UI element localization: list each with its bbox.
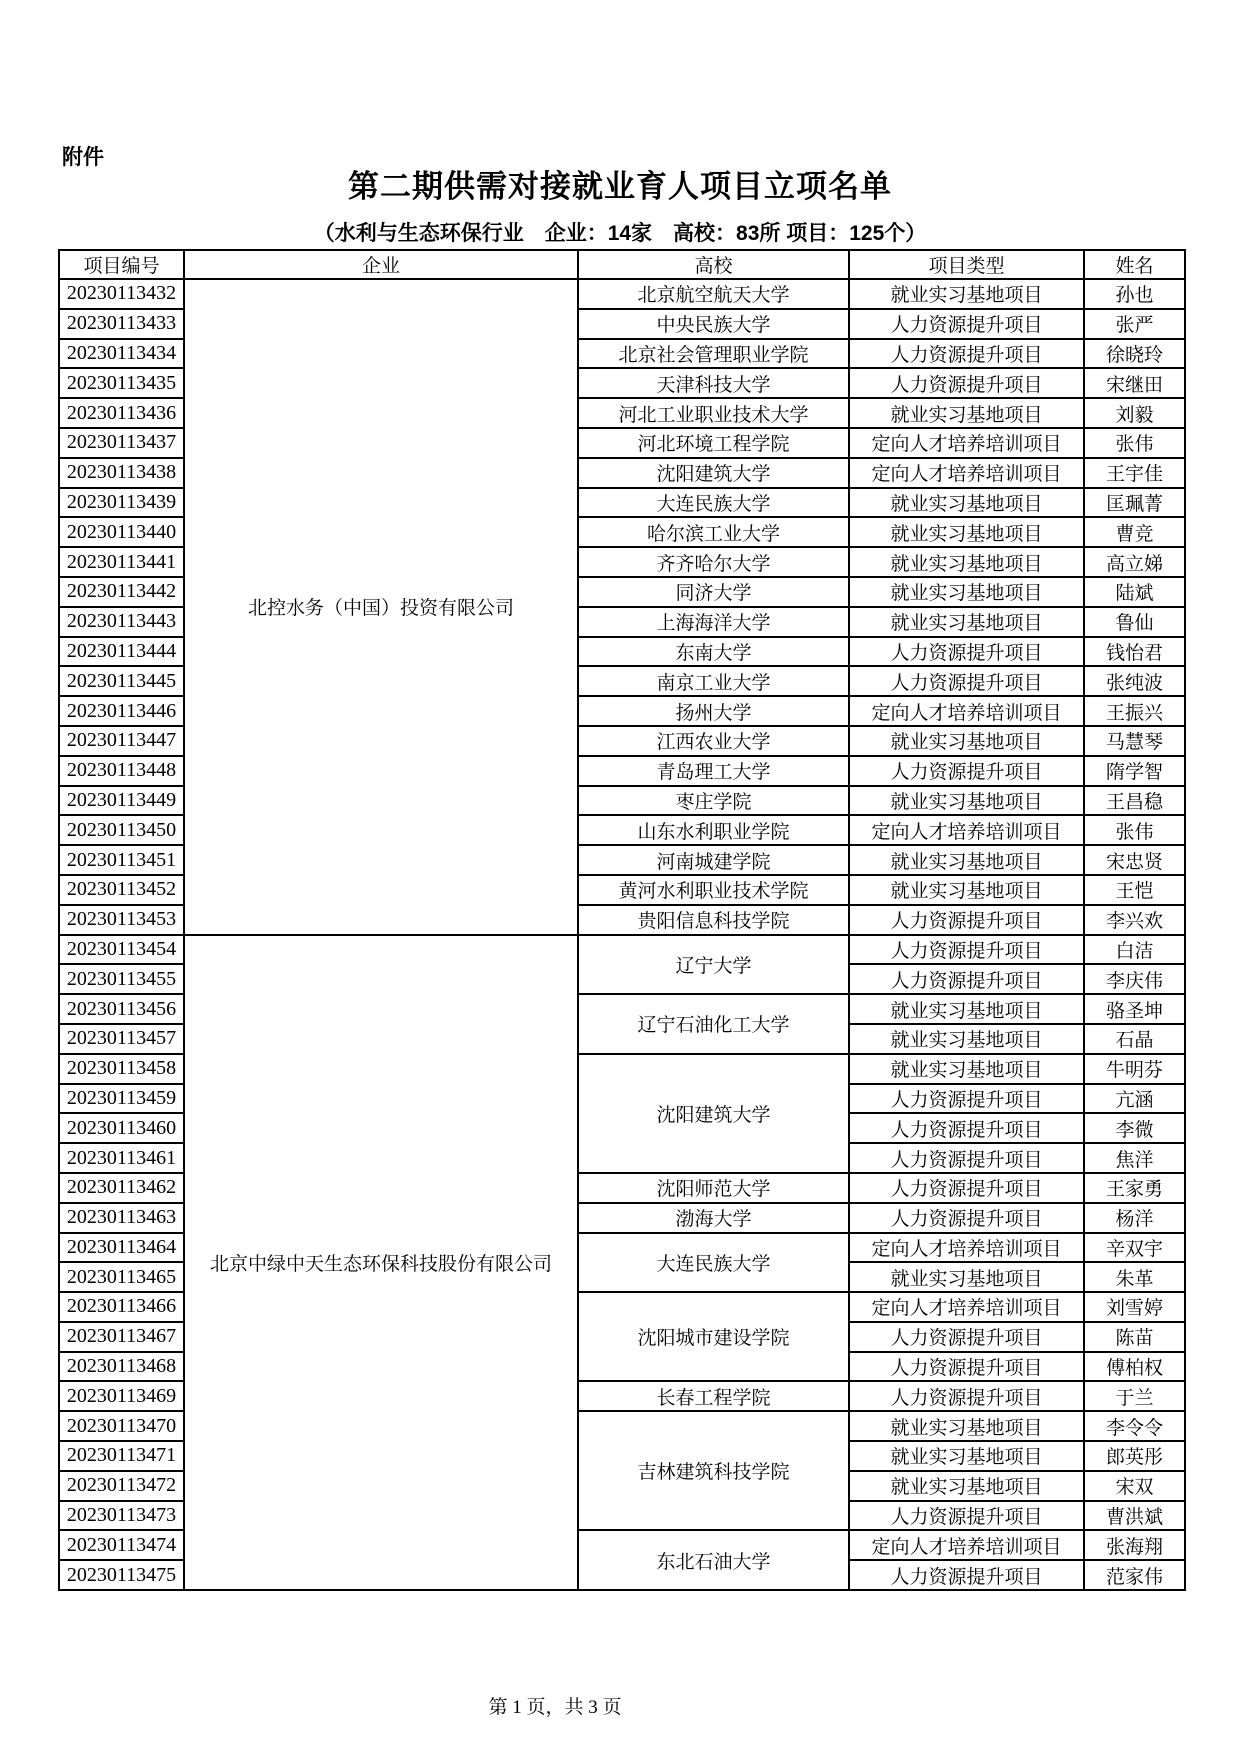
name-cell: 王宇佳 [1084, 458, 1185, 488]
project-type-cell: 定向人才培养培训项目 [849, 428, 1084, 458]
project-id-cell: 20230113445 [59, 666, 184, 696]
project-type-cell: 人力资源提升项目 [849, 1084, 1084, 1114]
project-type-cell: 定向人才培养培训项目 [849, 1292, 1084, 1322]
project-id-cell: 20230113467 [59, 1322, 184, 1352]
project-type-cell: 人力资源提升项目 [849, 964, 1084, 994]
name-cell: 杨洋 [1084, 1203, 1185, 1233]
school-cell: 天津科技大学 [578, 368, 849, 398]
name-cell: 石晶 [1084, 1024, 1185, 1054]
project-type-cell: 人力资源提升项目 [849, 637, 1084, 667]
school-cell: 枣庄学院 [578, 786, 849, 816]
name-cell: 王振兴 [1084, 696, 1185, 726]
name-cell: 李庆伟 [1084, 964, 1185, 994]
project-type-cell: 人力资源提升项目 [849, 368, 1084, 398]
school-cell: 山东水利职业学院 [578, 815, 849, 845]
project-type-cell: 人力资源提升项目 [849, 1113, 1084, 1143]
name-cell: 郎英彤 [1084, 1441, 1185, 1471]
project-type-cell: 就业实习基地项目 [849, 1262, 1084, 1292]
school-cell: 河北工业职业技术大学 [578, 398, 849, 428]
school-cell: 上海海洋大学 [578, 607, 849, 637]
project-type-cell: 人力资源提升项目 [849, 1352, 1084, 1382]
name-cell: 陈苗 [1084, 1322, 1185, 1352]
project-type-cell: 人力资源提升项目 [849, 309, 1084, 339]
company-header: 企业 [184, 250, 578, 279]
project-table-header [59, 250, 1185, 279]
name-cell: 王恺 [1084, 875, 1185, 905]
name-cell: 李令令 [1084, 1411, 1185, 1441]
project-type-cell: 就业实习基地项目 [849, 577, 1084, 607]
project-id-cell: 20230113453 [59, 905, 184, 935]
page-subtitle: （水利与生态环保行业 企业：14家 高校：83所 项目：125个） [313, 222, 927, 245]
project-type-cell: 就业实习基地项目 [849, 547, 1084, 577]
project-id-cell: 20230113435 [59, 368, 184, 398]
project-type-cell: 人力资源提升项目 [849, 666, 1084, 696]
project-type-cell: 就业实习基地项目 [849, 1471, 1084, 1501]
project-id-cell: 20230113472 [59, 1471, 184, 1501]
page-title: 第二期供需对接就业育人项目立项名单 [348, 169, 892, 204]
table-row [59, 935, 1185, 965]
name-cell: 辛双宇 [1084, 1233, 1185, 1263]
project-id-cell: 20230113441 [59, 547, 184, 577]
project-type-cell: 人力资源提升项目 [849, 1143, 1084, 1173]
project-id-cell: 20230113475 [59, 1560, 184, 1590]
project-id-cell: 20230113469 [59, 1381, 184, 1411]
project-type-cell: 就业实习基地项目 [849, 517, 1084, 547]
project-id-cell: 20230113437 [59, 428, 184, 458]
project-id-cell: 20230113449 [59, 786, 184, 816]
project-id-cell: 20230113452 [59, 875, 184, 905]
school-cell: 北京航空航天大学 [578, 279, 849, 309]
project-id-cell: 20230113462 [59, 1173, 184, 1203]
school-cell: 东北石油大学 [578, 1530, 849, 1590]
project-id-cell: 20230113432 [59, 279, 184, 309]
name-cell: 傅柏权 [1084, 1352, 1185, 1382]
project-type-cell: 就业实习基地项目 [849, 875, 1084, 905]
school-cell: 北京社会管理职业学院 [578, 339, 849, 369]
project-type-cell: 人力资源提升项目 [849, 1381, 1084, 1411]
project-id-cell: 20230113466 [59, 1292, 184, 1322]
project-type-cell: 人力资源提升项目 [849, 905, 1084, 935]
table-row [59, 279, 1185, 309]
project-type-cell: 就业实习基地项目 [849, 726, 1084, 756]
project-id-cell: 20230113474 [59, 1530, 184, 1560]
project-type-cell: 人力资源提升项目 [849, 1322, 1084, 1352]
project-type-cell: 就业实习基地项目 [849, 607, 1084, 637]
project-id-cell: 20230113448 [59, 756, 184, 786]
project-type-cell: 就业实习基地项目 [849, 1441, 1084, 1471]
project-id-cell: 20230113464 [59, 1233, 184, 1263]
school-cell: 南京工业大学 [578, 666, 849, 696]
name-cell: 曹洪斌 [1084, 1501, 1185, 1531]
project-id-cell: 20230113463 [59, 1203, 184, 1233]
name-cell: 白洁 [1084, 935, 1185, 965]
project-type-cell: 就业实习基地项目 [849, 1024, 1084, 1054]
project-type-cell: 人力资源提升项目 [849, 1173, 1084, 1203]
project-id-cell: 20230113471 [59, 1441, 184, 1471]
company-cell: 北控水务（中国）投资有限公司 [184, 279, 578, 935]
project-type-cell: 就业实习基地项目 [849, 1054, 1084, 1084]
project-table [58, 249, 1186, 1591]
name-cell: 张伟 [1084, 428, 1185, 458]
project-type-cell: 定向人才培养培训项目 [849, 696, 1084, 726]
attachment-label: 附件 [62, 146, 104, 169]
name-cell: 高立娣 [1084, 547, 1185, 577]
name-cell: 徐晓玲 [1084, 339, 1185, 369]
school-cell: 长春工程学院 [578, 1381, 849, 1411]
school-cell: 中央民族大学 [578, 309, 849, 339]
school-cell: 扬州大学 [578, 696, 849, 726]
name-cell: 朱革 [1084, 1262, 1185, 1292]
school-cell: 河北环境工程学院 [578, 428, 849, 458]
name-cell: 宋双 [1084, 1471, 1185, 1501]
school-cell: 沈阳师范大学 [578, 1173, 849, 1203]
project-id-cell: 20230113447 [59, 726, 184, 756]
project-type-cell: 就业实习基地项目 [849, 1411, 1084, 1441]
project-id-cell: 20230113440 [59, 517, 184, 547]
name-cell: 张严 [1084, 309, 1185, 339]
name-cell: 李微 [1084, 1113, 1185, 1143]
name-cell: 孙也 [1084, 279, 1185, 309]
project-id-cell: 20230113446 [59, 696, 184, 726]
school-cell: 东南大学 [578, 637, 849, 667]
page-number-footer: 第 1 页，共 3 页 [488, 1697, 622, 1718]
school-cell: 同济大学 [578, 577, 849, 607]
name-cell: 张纯波 [1084, 666, 1185, 696]
school-cell: 大连民族大学 [578, 1233, 849, 1293]
project-id-cell: 20230113465 [59, 1262, 184, 1292]
name-cell: 王家勇 [1084, 1173, 1185, 1203]
project-id-cell: 20230113438 [59, 458, 184, 488]
project-id-cell: 20230113468 [59, 1352, 184, 1382]
name-cell: 刘雪婷 [1084, 1292, 1185, 1322]
project-type-cell: 就业实习基地项目 [849, 845, 1084, 875]
name-cell: 曹竞 [1084, 517, 1185, 547]
project-type-cell: 人力资源提升项目 [849, 1501, 1084, 1531]
project-type-cell: 就业实习基地项目 [849, 279, 1084, 309]
school-cell: 河南城建学院 [578, 845, 849, 875]
company-cell: 北京中绿中天生态环保科技股份有限公司 [184, 935, 578, 1591]
project-id-header: 项目编号 [59, 250, 184, 279]
name-cell: 宋继田 [1084, 368, 1185, 398]
project-type-cell: 定向人才培养培训项目 [849, 458, 1084, 488]
project-id-cell: 20230113451 [59, 845, 184, 875]
header-row [59, 250, 1185, 279]
school-cell: 沈阳建筑大学 [578, 458, 849, 488]
project-id-cell: 20230113454 [59, 935, 184, 965]
project-type-header: 项目类型 [849, 250, 1084, 279]
name-cell: 宋忠贤 [1084, 845, 1185, 875]
name-cell: 于兰 [1084, 1381, 1185, 1411]
project-type-cell: 人力资源提升项目 [849, 339, 1084, 369]
name-cell: 刘毅 [1084, 398, 1185, 428]
school-cell: 沈阳建筑大学 [578, 1054, 849, 1173]
project-id-cell: 20230113458 [59, 1054, 184, 1084]
project-id-cell: 20230113459 [59, 1084, 184, 1114]
project-id-cell: 20230113444 [59, 637, 184, 667]
name-cell: 焦洋 [1084, 1143, 1185, 1173]
name-cell: 张海翔 [1084, 1530, 1185, 1560]
school-cell: 青岛理工大学 [578, 756, 849, 786]
project-id-cell: 20230113457 [59, 1024, 184, 1054]
name-cell: 匡珮菁 [1084, 488, 1185, 518]
name-cell: 牛明芬 [1084, 1054, 1185, 1084]
project-type-cell: 定向人才培养培训项目 [849, 1530, 1084, 1560]
project-id-cell: 20230113473 [59, 1501, 184, 1531]
school-cell: 哈尔滨工业大学 [578, 517, 849, 547]
project-id-cell: 20230113442 [59, 577, 184, 607]
school-header: 高校 [578, 250, 849, 279]
project-type-cell: 定向人才培养培训项目 [849, 815, 1084, 845]
project-type-cell: 就业实习基地项目 [849, 488, 1084, 518]
name-cell: 张伟 [1084, 815, 1185, 845]
project-id-cell: 20230113434 [59, 339, 184, 369]
project-table-body [59, 279, 1185, 1590]
project-type-cell: 就业实习基地项目 [849, 994, 1084, 1024]
project-id-cell: 20230113443 [59, 607, 184, 637]
project-id-cell: 20230113460 [59, 1113, 184, 1143]
name-header: 姓名 [1084, 250, 1185, 279]
name-cell: 王昌稳 [1084, 786, 1185, 816]
school-cell: 沈阳城市建设学院 [578, 1292, 849, 1381]
project-type-cell: 定向人才培养培训项目 [849, 1233, 1084, 1263]
project-id-cell: 20230113456 [59, 994, 184, 1024]
name-cell: 李兴欢 [1084, 905, 1185, 935]
project-id-cell: 20230113455 [59, 964, 184, 994]
project-type-cell: 就业实习基地项目 [849, 398, 1084, 428]
project-id-cell: 20230113461 [59, 1143, 184, 1173]
name-cell: 马慧琴 [1084, 726, 1185, 756]
school-cell: 齐齐哈尔大学 [578, 547, 849, 577]
name-cell: 钱怡君 [1084, 637, 1185, 667]
project-id-cell: 20230113450 [59, 815, 184, 845]
project-type-cell: 人力资源提升项目 [849, 935, 1084, 965]
school-cell: 黄河水利职业技术学院 [578, 875, 849, 905]
school-cell: 大连民族大学 [578, 488, 849, 518]
project-type-cell: 人力资源提升项目 [849, 756, 1084, 786]
project-type-cell: 就业实习基地项目 [849, 786, 1084, 816]
project-id-cell: 20230113470 [59, 1411, 184, 1441]
name-cell: 亢涵 [1084, 1084, 1185, 1114]
name-cell: 鲁仙 [1084, 607, 1185, 637]
school-cell: 贵阳信息科技学院 [578, 905, 849, 935]
project-type-cell: 人力资源提升项目 [849, 1560, 1084, 1590]
name-cell: 范家伟 [1084, 1560, 1185, 1590]
school-cell: 江西农业大学 [578, 726, 849, 756]
school-cell: 渤海大学 [578, 1203, 849, 1233]
school-cell: 吉林建筑科技学院 [578, 1411, 849, 1530]
project-id-cell: 20230113436 [59, 398, 184, 428]
school-cell: 辽宁大学 [578, 935, 849, 995]
project-id-cell: 20230113439 [59, 488, 184, 518]
project-id-cell: 20230113433 [59, 309, 184, 339]
school-cell: 辽宁石油化工大学 [578, 994, 849, 1054]
name-cell: 陆斌 [1084, 577, 1185, 607]
project-type-cell: 人力资源提升项目 [849, 1203, 1084, 1233]
name-cell: 隋学智 [1084, 756, 1185, 786]
name-cell: 骆圣坤 [1084, 994, 1185, 1024]
